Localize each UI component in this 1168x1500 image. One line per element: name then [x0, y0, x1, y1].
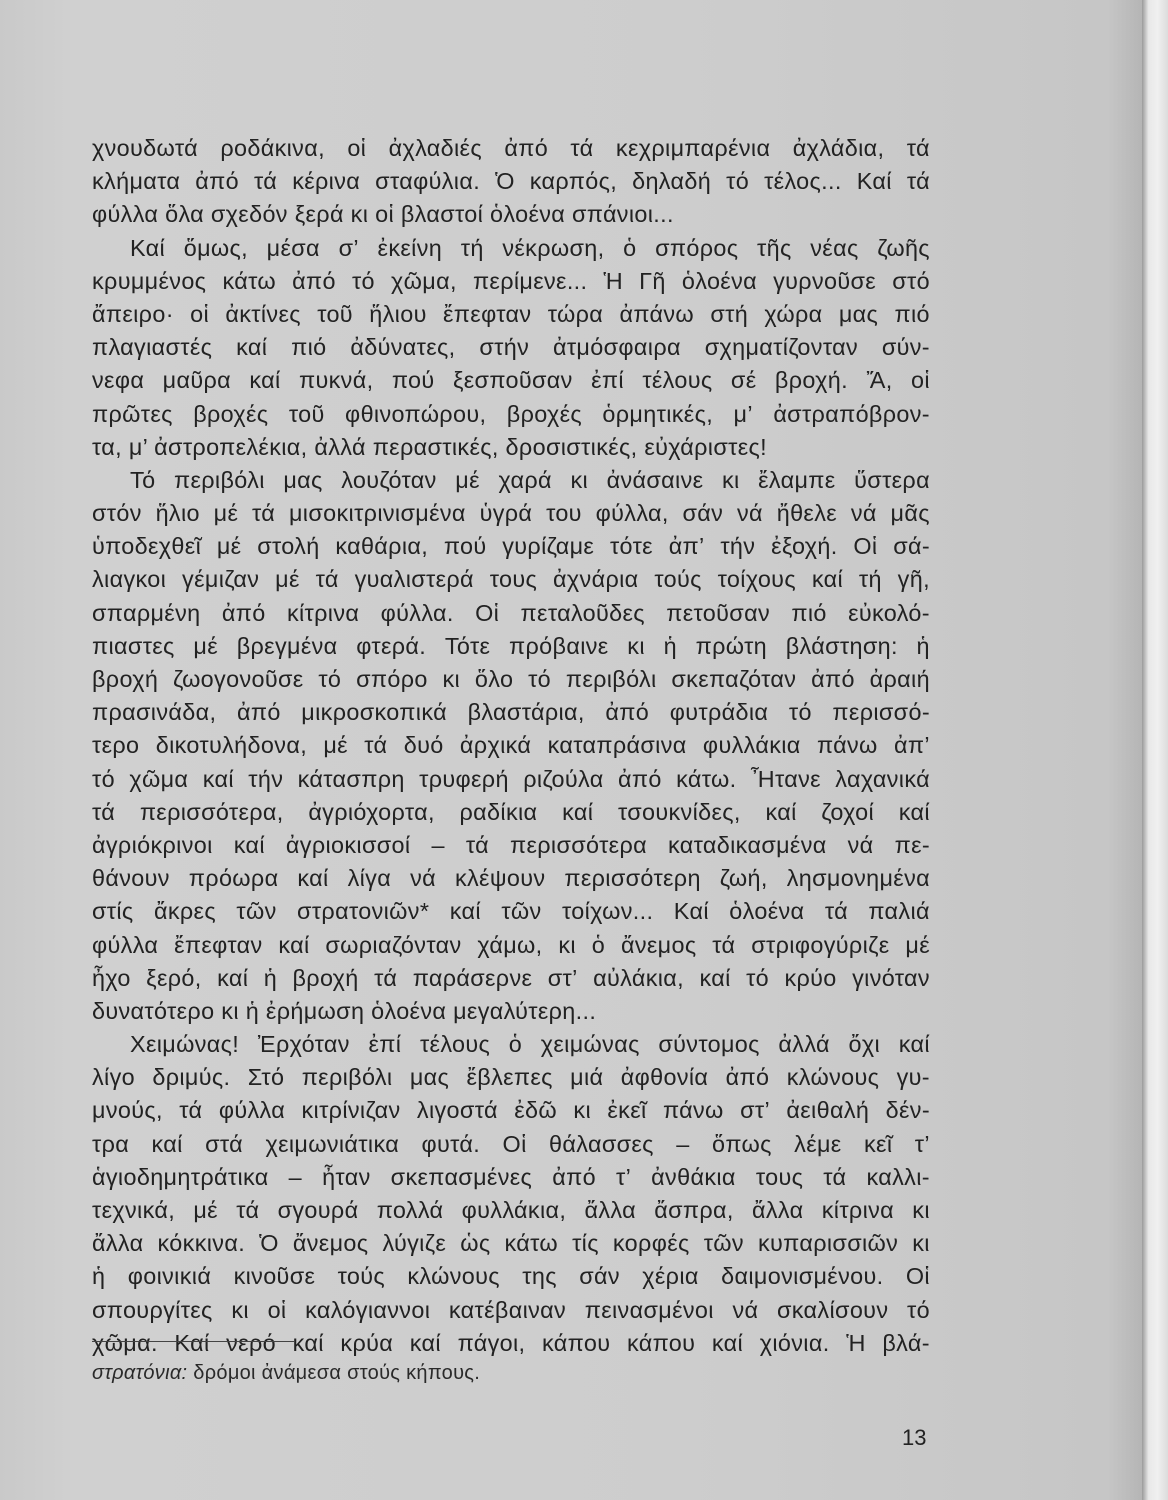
text-line: βροχή ζωογονοῦσε τό σπόρο κι ὅλο τό περιβόλι σκεπαζόταν ἀπό ἀραιή [92, 666, 930, 692]
text-line: ἦχο ξερό, καί ἡ βροχή τά παράσερνε στ’ αὐλάκια, καί τό κρύο γινόταν [92, 964, 930, 991]
text-line: σπαρμένη ἀπό κίτρινα φύλλα. Οἱ πεταλοῦδες πετοῦσαν πιό εὐκολό- [92, 599, 930, 626]
text-line: στόν ἥλιο μέ τά μισοκιτρινισμένα ὑγρά του φύλλα, σάν νά ἤθελε νά μᾶς [92, 500, 930, 527]
page-number: 13 [902, 1425, 927, 1450]
text-line: τό χῶμα καί τήν κάτασπρη τρυφερή ριζούλα ἀπό κάτω. Ἦτανε λαχανικά [92, 765, 930, 792]
text-line: Τό περιβόλι μας λουζόταν μέ χαρά κι ἀνάσαινε κι ἔλαμπε ὕστερα [130, 466, 930, 493]
text-line: ἄπειρο· οἱ ἀκτίνες τοῦ ἥλιου ἔπεφταν τώρα ἀπάνω στή χώρα μας πιό [92, 300, 930, 327]
text-line: μνούς, τά φύλλα κιτρίνιζαν λιγοστά ἐδῶ κι ἐκεῖ πάνω στ’ ἀειθαλή δέν- [92, 1097, 930, 1124]
text-line: ἡ φοινικιά κινοῦσε τούς κλώνους της σάν χέρια δαιμονισμένου. Οἱ [92, 1263, 930, 1290]
footnote-divider [92, 1341, 294, 1342]
text-line: στίς ἄκρες τῶν στρατονιῶν* καί τῶν τοίχων... Καί ὁλοένα τά παλιά [92, 898, 930, 925]
text-line: λιαγκοι γέμιζαν μέ τά γυαλιστερά τους ἀχνάρια τούς τοίχους καί τή γῆ, [92, 566, 930, 593]
text-line: δυνατότερο κι ἡ ἐρήμωση ὁλοένα μεγαλύτερη... [92, 997, 597, 1024]
text-line: ἄλλα κόκκινα. Ὁ ἄνεμος λύγιζε ὡς κάτω τίς κορφές τῶν κυπαρισσιῶν κι [92, 1230, 930, 1257]
text-line: τρα καί στά χειμωνιάτικα φυτά. Οἱ θάλασσες – ὅπως λέμε κεῖ τ’ [92, 1130, 930, 1157]
text-line: πρασινάδα, ἀπό μικροσκοπικά βλαστάρια, ἀπό φυτράδια τό περισσό- [92, 699, 930, 726]
footnote-definition: δρόμοι ἀνάμεσα στούς κήπους. [193, 1362, 481, 1384]
text-line: Χειμώνας! Ἐρχόταν ἐπί τέλους ὁ χειμώνας σύντομος ἀλλά ὄχι καί [130, 1031, 930, 1058]
footnote [92, 1362, 480, 1385]
text-line: ἀγριόκρινοι καί ἀγριοκισσοί – τά περισσότερα καταδικασμένα νά πε- [92, 831, 930, 858]
text-line: λίγο δριμύς. Στό περιβόλι μας ἔβλεπες μιά ἀφθονία ἀπό κλώνους γυ- [92, 1064, 930, 1091]
text-line: πρῶτες βροχές τοῦ φθινοπώρου, βροχές ὁρμητικές, μ’ ἀστραπόβρον- [92, 400, 930, 427]
text-line: πιαστες μέ βρεγμένα φτερά. Τότε πρόβαινε κι ἡ πρώτη βλάστηση: ἡ [92, 632, 930, 659]
page-stack-edge [1142, 0, 1168, 1500]
text-line: Καί ὅμως, μέσα σ’ ἐκείνη τή νέκρωση, ὁ σπόρος τῆς νέας ζωῆς [130, 234, 930, 261]
text-line: πλαγιαστές καί πιό ἀδύνατες, στήν ἀτμόσφαιρα σχηματίζονταν σύν- [92, 334, 930, 361]
text-line: τεχνικά, μέ τά σγουρά πολλά φυλλάκια, ἄλλα ἄσπρα, ἄλλα κίτρινα κι [92, 1197, 930, 1223]
text-line: χνουδωτά ροδάκινα, οἱ ἀχλαδιές ἀπό τά κεχριμπαρένια ἀχλάδια, τά [92, 135, 930, 161]
text-line: τα, μ’ ἀστροπελέκια, ἀλλά περαστικές, δροσιστικές, εὐχάριστες! [92, 433, 767, 460]
text-line: χῶμα. Καί νερό καί κρύα καί πάγοι, κάπου κάπου καί χιόνια. Ἡ βλά- [92, 1329, 930, 1356]
text-line: νεφα μαῦρα καί πυκνά, πού ξεσποῦσαν ἐπί τέλους σέ βροχή. Ἄ, οἱ [92, 367, 930, 394]
text-line: θάνουν πρόωρα καί λίγα νά κλέψουν περισσότερη ζωή, λησμονημένα [92, 865, 930, 892]
text-line: φύλλα ὅλα σχεδόν ξερά κι οἱ βλαστοί ὁλοένα σπάνιοι... [92, 201, 674, 228]
text-line: σπουργίτες κι οἱ καλόγιαννοι κατέβαιναν πεινασμένοι νά σκαλίσουν τό [92, 1296, 930, 1323]
body-text [92, 132, 930, 1360]
text-line: ἁγιοδημητράτικα – ἦταν σκεπασμένες ἀπό τ’ ἀνθάκια τους τά καλλι- [92, 1163, 930, 1190]
footnote-term: στρατόνια: [92, 1362, 188, 1384]
text-line: φύλλα ἔπεφταν καί σωριαζόνταν χάμω, κι ὁ ἄνεμος τά στριφογύριζε μέ [92, 931, 930, 958]
text-line: κλήματα ἀπό τά κέρινα σταφύλια. Ὁ καρπός, δηλαδή τό τέλος... Καί τά [92, 168, 930, 195]
text-line: ὑποδεχθεῖ μέ στολή καθάρια, πού γυρίζαμε τότε ἀπ’ τήν ἐξοχή. Οἱ σά- [92, 533, 930, 560]
text-line: τερο δικοτυλήδονα, μέ τά δυό ἀρχικά καταπράσινα φυλλάκια πάνω ἀπ’ [92, 732, 930, 759]
text-line: τά περισσότερα, ἀγριόχορτα, ραδίκια καί τσουκνίδες, καί ζοχοί καί [92, 798, 930, 825]
text-line: κρυμμένος κάτω ἀπό τό χῶμα, περίμενε... Ἡ Γῆ ὁλοένα γυρνοῦσε στό [92, 267, 930, 294]
